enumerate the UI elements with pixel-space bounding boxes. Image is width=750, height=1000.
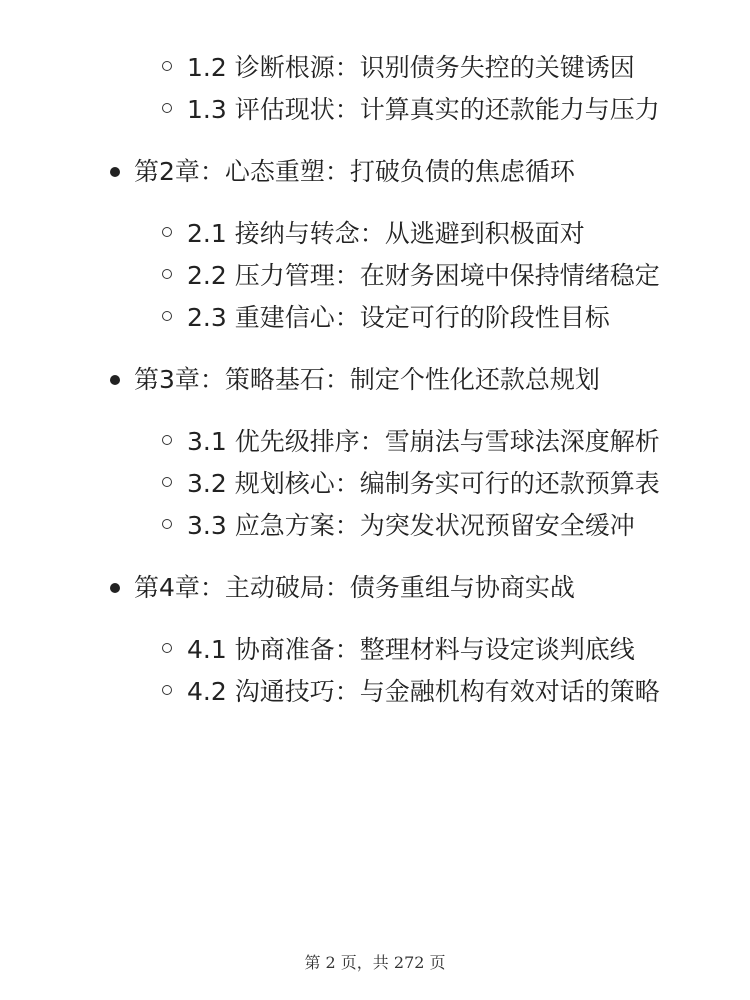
- chapter-title: 第3章：策略基石：制定个性化还款总规划: [134, 365, 600, 394]
- subsection-text: 2.1 接纳与转念：从逃避到积极面对: [187, 219, 585, 248]
- hollow-bullet-icon: [162, 435, 172, 445]
- chapter-1-subsection-list: [0, 48, 750, 130]
- subsection-text: 1.2 诊断根源：识别债务失控的关键诱因: [187, 53, 635, 82]
- subsection-item: [0, 672, 750, 712]
- chapter-item: [0, 568, 750, 608]
- chapter-3-subsection-list: [0, 422, 750, 546]
- chapter-2-subsection-list: [0, 214, 750, 338]
- hollow-bullet-icon: [162, 61, 172, 71]
- hollow-bullet-icon: [162, 685, 172, 695]
- hollow-bullet-icon: [162, 103, 172, 113]
- hollow-bullet-icon: [162, 477, 172, 487]
- table-of-contents: [0, 48, 750, 714]
- filled-bullet-icon: [110, 167, 120, 177]
- hollow-bullet-icon: [162, 227, 172, 237]
- chapter-item: [0, 360, 750, 400]
- subsection-text: 3.3 应急方案：为突发状况预留安全缓冲: [187, 511, 635, 540]
- subsection-item: [0, 630, 750, 670]
- chapter-item: [0, 152, 750, 192]
- chapter-4-subsection-list: [0, 630, 750, 712]
- subsection-item: [0, 48, 750, 88]
- chapter-title: 第4章：主动破局：债务重组与协商实战: [134, 573, 575, 602]
- subsection-text: 1.3 评估现状：计算真实的还款能力与压力: [187, 95, 660, 124]
- subsection-item: [0, 298, 750, 338]
- hollow-bullet-icon: [162, 269, 172, 279]
- filled-bullet-icon: [110, 375, 120, 385]
- subsection-text: 3.2 规划核心：编制务实可行的还款预算表: [187, 469, 660, 498]
- hollow-bullet-icon: [162, 311, 172, 321]
- subsection-text: 2.3 重建信心：设定可行的阶段性目标: [187, 303, 610, 332]
- subsection-item: [0, 506, 750, 546]
- hollow-bullet-icon: [162, 519, 172, 529]
- subsection-text: 2.2 压力管理：在财务困境中保持情绪稳定: [187, 261, 660, 290]
- subsection-text: 3.1 优先级排序：雪崩法与雪球法深度解析: [187, 427, 660, 456]
- subsection-item: [0, 422, 750, 462]
- subsection-item: [0, 464, 750, 504]
- subsection-text: 4.1 协商准备：整理材料与设定谈判底线: [187, 635, 635, 664]
- filled-bullet-icon: [110, 583, 120, 593]
- chapter-title: 第2章：心态重塑：打破负债的焦虑循环: [134, 157, 575, 186]
- subsection-text: 4.2 沟通技巧：与金融机构有效对话的策略: [187, 677, 660, 706]
- subsection-item: [0, 90, 750, 130]
- subsection-item: [0, 256, 750, 296]
- hollow-bullet-icon: [162, 643, 172, 653]
- page-number-footer: 第 2 页，共 272 页: [304, 953, 446, 972]
- subsection-item: [0, 214, 750, 254]
